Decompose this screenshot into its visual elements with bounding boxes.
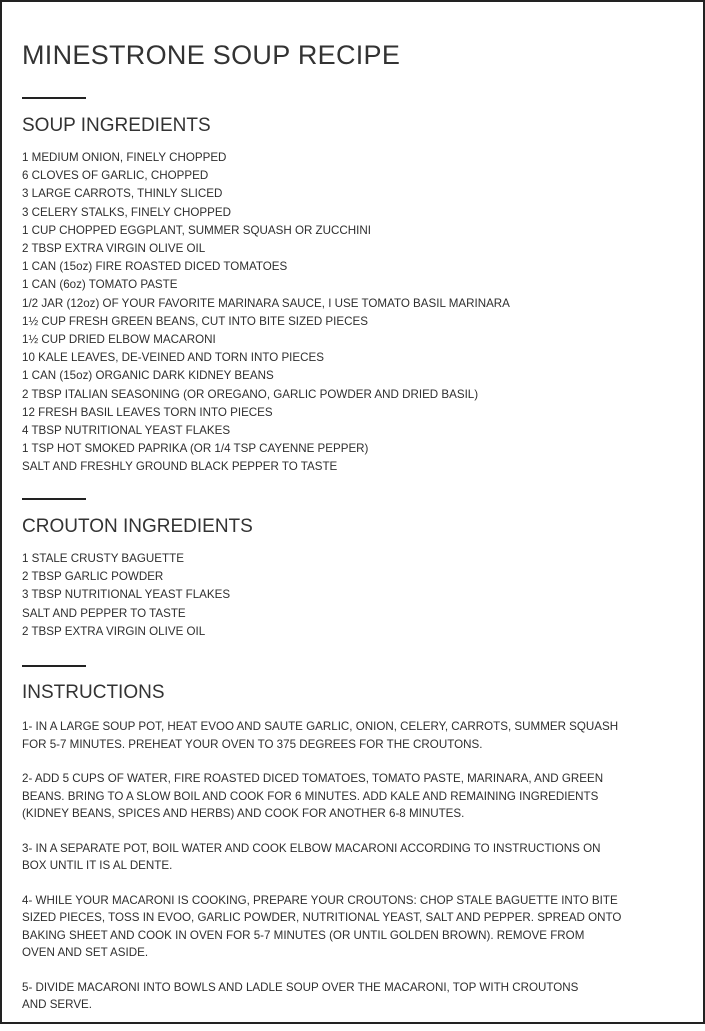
- ingredient-item: 1 STALE CRUSTY BAGUETTE: [22, 552, 184, 565]
- instruction-line: BAKING SHEET AND COOK IN OVEN FOR 5-7 MINUTES (OR UNTIL GOLDEN BROWN). REMOVE FROM: [22, 928, 585, 942]
- ingredient-item: 2 TBSP EXTRA VIRGIN OLIVE OIL: [22, 624, 206, 638]
- ingredient-item: 3 CELERY STALKS, FINELY CHOPPED: [22, 205, 231, 219]
- instruction-line: 1- IN A LARGE SOUP POT, HEAT EVOO AND SAUTE GARLIC, ONION, CELERY, CARROTS, SUMMER SQUASH: [22, 720, 619, 733]
- instructions-heading: INSTRUCTIONS: [22, 682, 165, 703]
- ingredient-item: 1½ CUP DRIED ELBOW MACARONI: [22, 333, 216, 347]
- ingredient-item: SALT AND PEPPER TO TASTE: [22, 606, 186, 620]
- instruction-line: 4- WHILE YOUR MACARONI IS COOKING, PREPARE YOUR CROUTONS: CHOP STALE BAGUETTE INTO BITE: [22, 893, 618, 907]
- instruction-line: BEANS. BRING TO A SLOW BOIL AND COOK FOR 6 MINUTES. ADD KALE AND REMAINING INGREDIENTS: [22, 789, 599, 803]
- divider: [22, 498, 86, 500]
- instruction-line: SIZED PIECES, TOSS IN EVOO, GARLIC POWDER, NUTRITIONAL YEAST, SALT AND PEPPER. SPREAD ONTO: [22, 911, 622, 924]
- ingredient-item: 2 TBSP GARLIC POWDER: [22, 570, 164, 584]
- crouton-ingredients-heading: CROUTON INGREDIENTS: [22, 516, 253, 537]
- ingredient-item: 1/2 JAR (12oz) OF YOUR FAVORITE MARINARA SAUCE, I USE TOMATO BASIL MARINARA: [22, 296, 510, 310]
- instruction-line: FOR 5-7 MINUTES. PREHEAT YOUR OVEN TO 375 DEGREES FOR THE CROUTONS.: [22, 737, 483, 751]
- ingredient-item: 10 KALE LEAVES, DE-VEINED AND TORN INTO PIECES: [22, 351, 324, 365]
- instruction-line: 3- IN A SEPARATE POT, BOIL WATER AND COOK ELBOW MACARONI ACCORDING TO INSTRUCTIONS ON: [22, 841, 601, 855]
- crouton-ingredients-list: [22, 550, 230, 641]
- ingredient-item: 1 CUP CHOPPED EGGPLANT, SUMMER SQUASH OR ZUCCHINI: [22, 223, 371, 237]
- instruction-step: [22, 770, 692, 823]
- ingredient-item: 1 CAN (15oz) FIRE ROASTED DICED TOMATOES: [22, 260, 288, 274]
- instruction-line: (KIDNEY BEANS, SPICES AND HERBS) AND COOK FOR ANOTHER 6-8 MINUTES.: [22, 807, 465, 820]
- ingredient-item: SALT AND FRESHLY GROUND BLACK PEPPER TO TASTE: [22, 460, 338, 474]
- instruction-step: [22, 840, 692, 875]
- ingredient-item: 1 TSP HOT SMOKED PAPRIKA (OR 1/4 TSP CAYENNE PEPPER): [22, 442, 369, 456]
- instruction-line: AND SERVE.: [22, 998, 93, 1011]
- soup-ingredients-list: [22, 149, 510, 477]
- divider: [22, 97, 86, 99]
- ingredient-item: 12 FRESH BASIL LEAVES TORN INTO PIECES: [22, 405, 273, 419]
- ingredient-item: 2 TBSP EXTRA VIRGIN OLIVE OIL: [22, 242, 206, 256]
- soup-ingredients-heading: SOUP INGREDIENTS: [22, 115, 211, 136]
- instruction-line: 2- ADD 5 CUPS OF WATER, FIRE ROASTED DICED TOMATOES, TOMATO PASTE, MARINARA, AND GREEN: [22, 772, 604, 785]
- ingredient-item: 1½ CUP FRESH GREEN BEANS, CUT INTO BITE SIZED PIECES: [22, 314, 368, 328]
- ingredient-item: 1 CAN (6oz) TOMATO PASTE: [22, 278, 178, 292]
- ingredient-item: 1 MEDIUM ONION, FINELY CHOPPED: [22, 151, 227, 164]
- ingredient-item: 3 LARGE CARROTS, THINLY SLICED: [22, 187, 223, 201]
- page-title: MINESTRONE SOUP RECIPE: [22, 40, 401, 70]
- instruction-step: [22, 979, 692, 1014]
- ingredient-item: 6 CLOVES OF GARLIC, CHOPPED: [22, 169, 209, 183]
- divider: [22, 665, 86, 667]
- instruction-step: [22, 892, 692, 962]
- instruction-step: [22, 718, 692, 753]
- ingredient-item: 2 TBSP ITALIAN SEASONING (OR OREGANO, GARLIC POWDER AND DRIED BASIL): [22, 387, 479, 401]
- instruction-line: BOX UNTIL IT IS AL DENTE.: [22, 859, 173, 872]
- instruction-line: 5- DIVIDE MACARONI INTO BOWLS AND LADLE SOUP OVER THE MACARONI, TOP WITH CROUTONS: [22, 980, 579, 994]
- ingredient-item: 3 TBSP NUTRITIONAL YEAST FLAKES: [22, 588, 231, 602]
- ingredient-item: 4 TBSP NUTRITIONAL YEAST FLAKES: [22, 424, 231, 438]
- instruction-line: OVEN AND SET ASIDE.: [22, 946, 149, 959]
- instructions-list: [22, 718, 692, 1031]
- ingredient-item: 1 CAN (15oz) ORGANIC DARK KIDNEY BEANS: [22, 369, 274, 383]
